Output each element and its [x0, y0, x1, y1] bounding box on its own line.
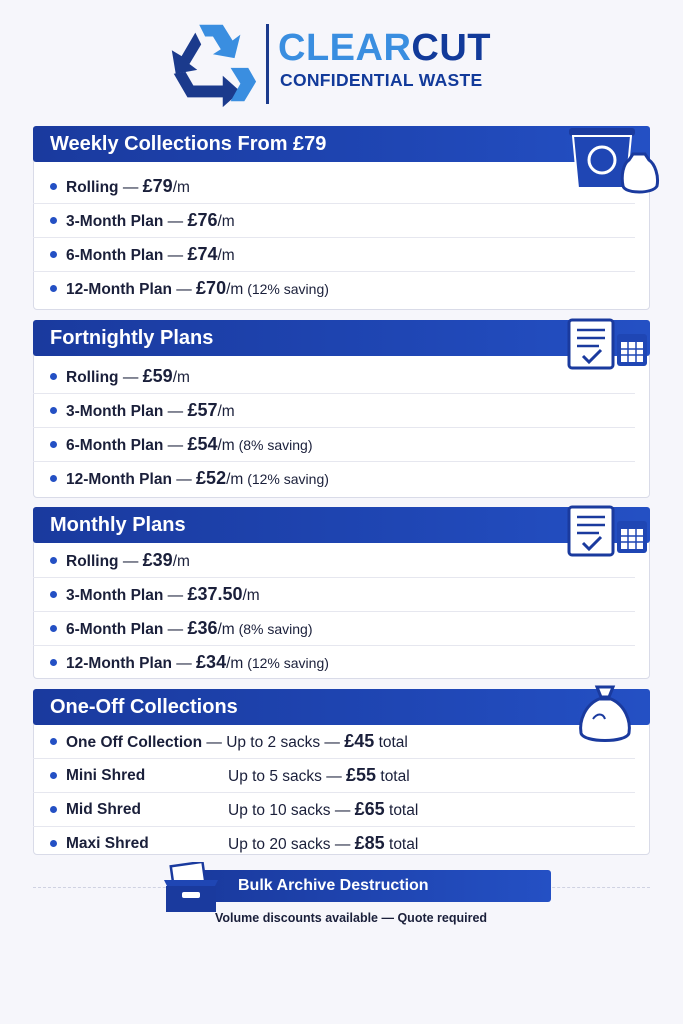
section-header [33, 689, 650, 725]
bullet [50, 557, 57, 564]
brand-logo [162, 18, 522, 110]
list-item: 6-Month Plan — £54/m (8% saving) [33, 428, 635, 462]
bullet [50, 285, 57, 292]
section-monthly [33, 507, 650, 679]
bullet [50, 475, 57, 482]
price-list [33, 360, 650, 495]
brand-name: CLEARCUT [278, 27, 491, 69]
list-item: 12-Month Plan — £52/m (12% saving) [33, 462, 635, 495]
bullet [50, 738, 57, 745]
list-item: Mini Shred Up to 5 sacks — £55 total [33, 759, 635, 793]
bulk-banner [200, 870, 551, 902]
list-item: Rolling — £59/m [33, 360, 635, 394]
price-list [33, 170, 650, 305]
list-item: 12-Month Plan — £34/m (12% saving) [33, 646, 635, 679]
bullet [50, 373, 57, 380]
section-title: One-Off Collections [50, 696, 238, 718]
list-item: Mid Shred Up to 10 sacks — £65 total [33, 793, 635, 827]
list-item: 6-Month Plan — £36/m (8% saving) [33, 612, 635, 646]
section-header [33, 507, 650, 543]
bullet [50, 441, 57, 448]
section-title: Monthly Plans [50, 514, 186, 536]
list-item: 3-Month Plan — £57/m [33, 394, 635, 428]
list-item: 6-Month Plan — £74/m [33, 238, 635, 272]
bullet [50, 183, 57, 190]
bullet [50, 625, 57, 632]
bullet [50, 217, 57, 224]
list-item: 12-Month Plan — £70/m (12% saving) [33, 272, 635, 305]
section-title: Weekly Collections From £79 [50, 133, 327, 155]
bulk-subtitle: Volume discounts available — Quote required [215, 911, 488, 925]
section-title: Fortnightly Plans [50, 327, 214, 349]
list-item: 3-Month Plan — £37.50/m [33, 578, 635, 612]
bullet [50, 840, 57, 847]
recycle-icon [162, 18, 260, 110]
price-list [33, 544, 650, 679]
section-one-off [33, 689, 650, 855]
list-item: Rolling — £79/m [33, 170, 635, 204]
bullet [50, 591, 57, 598]
bullet [50, 659, 57, 666]
brand-tagline: CONFIDENTIAL WASTE [280, 70, 483, 90]
bulk-title: Bulk Archive Destruction [238, 877, 429, 894]
logo-divider [266, 24, 269, 104]
bullet [50, 251, 57, 258]
list-item: Rolling — £39/m [33, 544, 635, 578]
section-header [33, 126, 650, 162]
list-item: One Off Collection — Up to 2 sacks — £45 total [33, 725, 635, 759]
bullet [50, 407, 57, 414]
bullet [50, 772, 57, 779]
list-item: Maxi Shred Up to 20 sacks — £85 total [33, 827, 635, 860]
section-weekly [33, 126, 650, 310]
price-list [33, 725, 650, 860]
section-fortnightly [33, 320, 650, 498]
bullet [50, 806, 57, 813]
archive-box-icon [160, 862, 224, 914]
section-header [33, 320, 650, 356]
list-item: 3-Month Plan — £76/m [33, 204, 635, 238]
